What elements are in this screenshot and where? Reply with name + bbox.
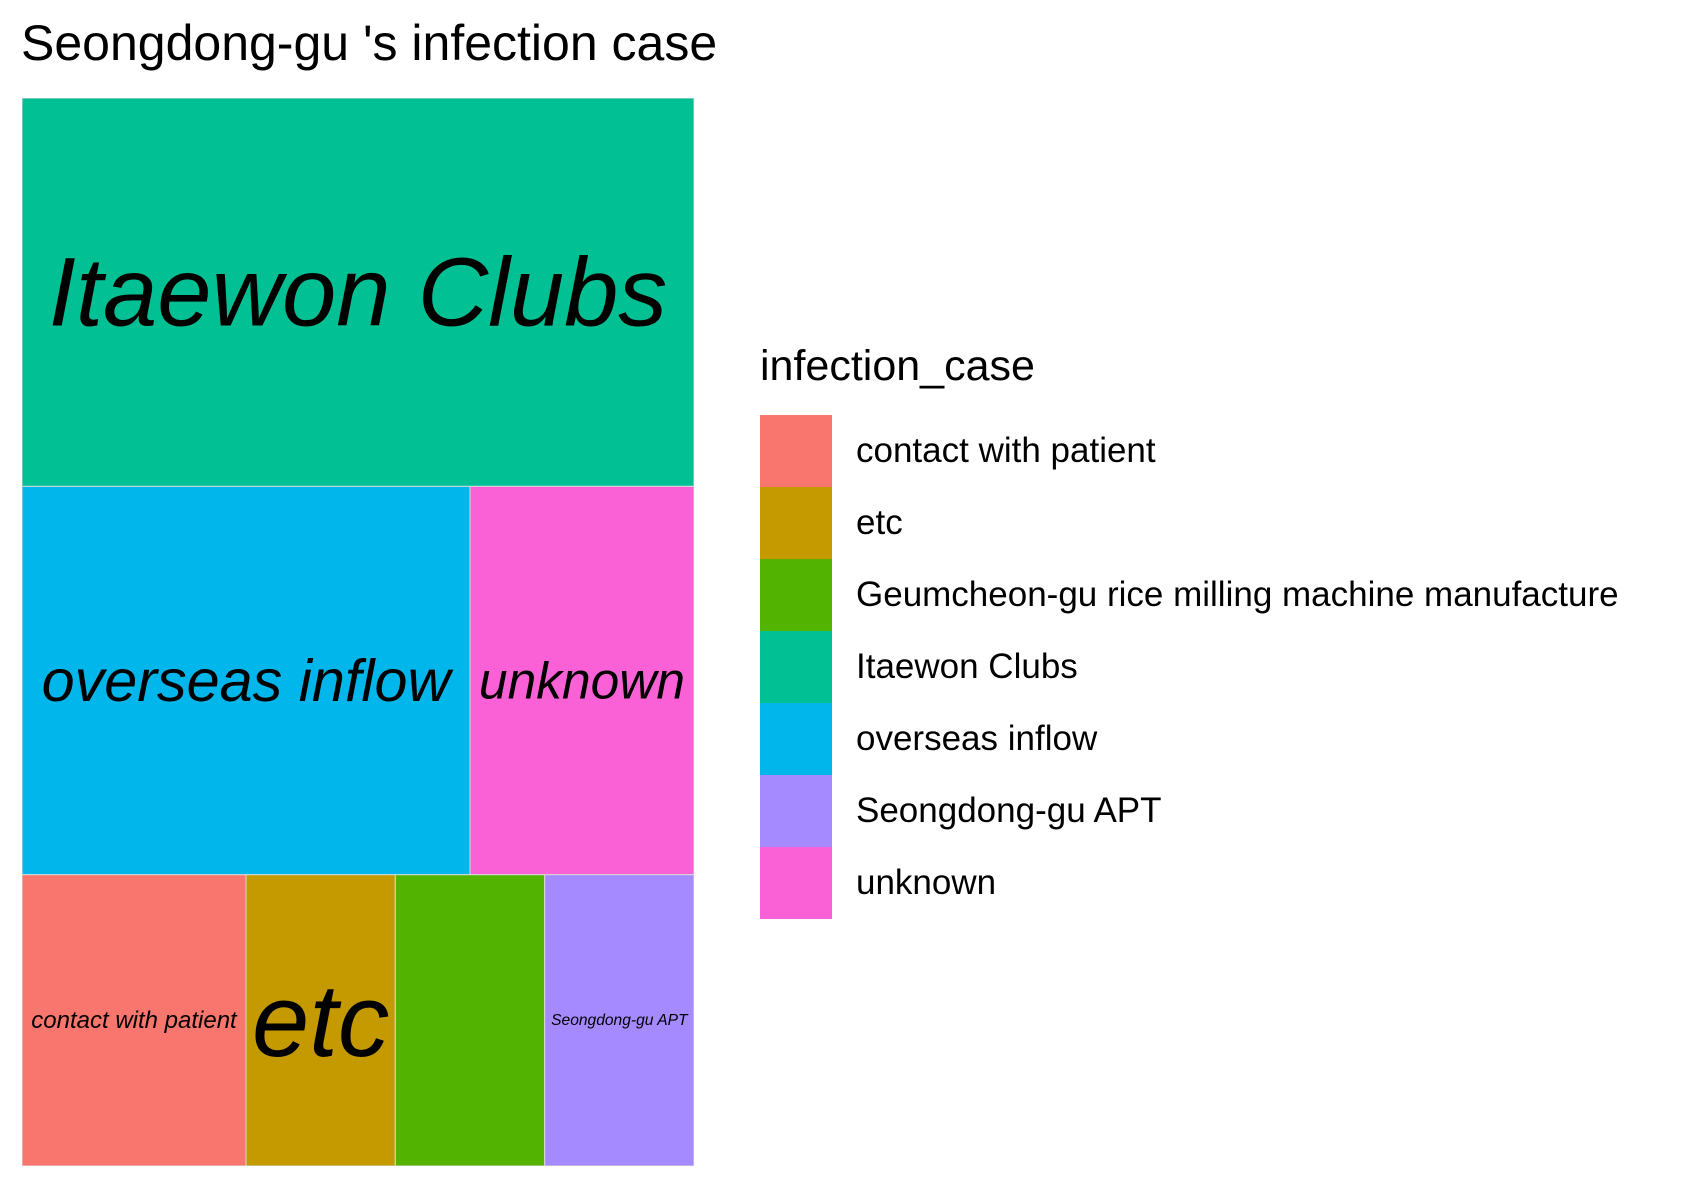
treemap-plot (22, 98, 694, 1166)
tile-label-itaewon-clubs: Itaewon Clubs (48, 237, 668, 347)
legend-item (760, 703, 1619, 775)
legend-label: contact with patient (856, 431, 1156, 470)
tile-label-unknown: unknown (478, 651, 686, 710)
legend-label: Geumcheon-gu rice milling machine manufacture (856, 575, 1619, 614)
legend-title: infection_case (760, 342, 1035, 390)
legend-label: unknown (856, 863, 997, 902)
legend-label: etc (856, 503, 903, 542)
tile-label-overseas-inflow: overseas inflow (41, 647, 451, 715)
legend-label: Itaewon Clubs (856, 647, 1078, 686)
legend (760, 342, 1619, 919)
legend-key (760, 631, 832, 703)
legend-label: overseas inflow (856, 719, 1098, 758)
tile-label-seongdong-gu-apt: Seongdong-gu APT (551, 1011, 688, 1029)
chart-title: Seongdong-gu 's infection case (21, 15, 718, 71)
legend-items (760, 415, 1619, 919)
legend-item (760, 487, 1619, 559)
tile-geumcheon-gu-rice-milling-machine-manufacture (395, 875, 544, 1166)
tile-label-contact-with-patient: contact with patient (31, 1006, 237, 1034)
legend-key (760, 415, 832, 487)
legend-item (760, 631, 1619, 703)
legend-item (760, 415, 1619, 487)
legend-key (760, 487, 832, 559)
legend-item (760, 847, 1619, 919)
legend-label: Seongdong-gu APT (856, 791, 1162, 830)
legend-key (760, 775, 832, 847)
legend-key (760, 703, 832, 775)
legend-key (760, 847, 832, 919)
legend-item (760, 775, 1619, 847)
legend-key (760, 559, 832, 631)
tile-label-etc: etc (251, 962, 390, 1078)
legend-item (760, 559, 1619, 631)
